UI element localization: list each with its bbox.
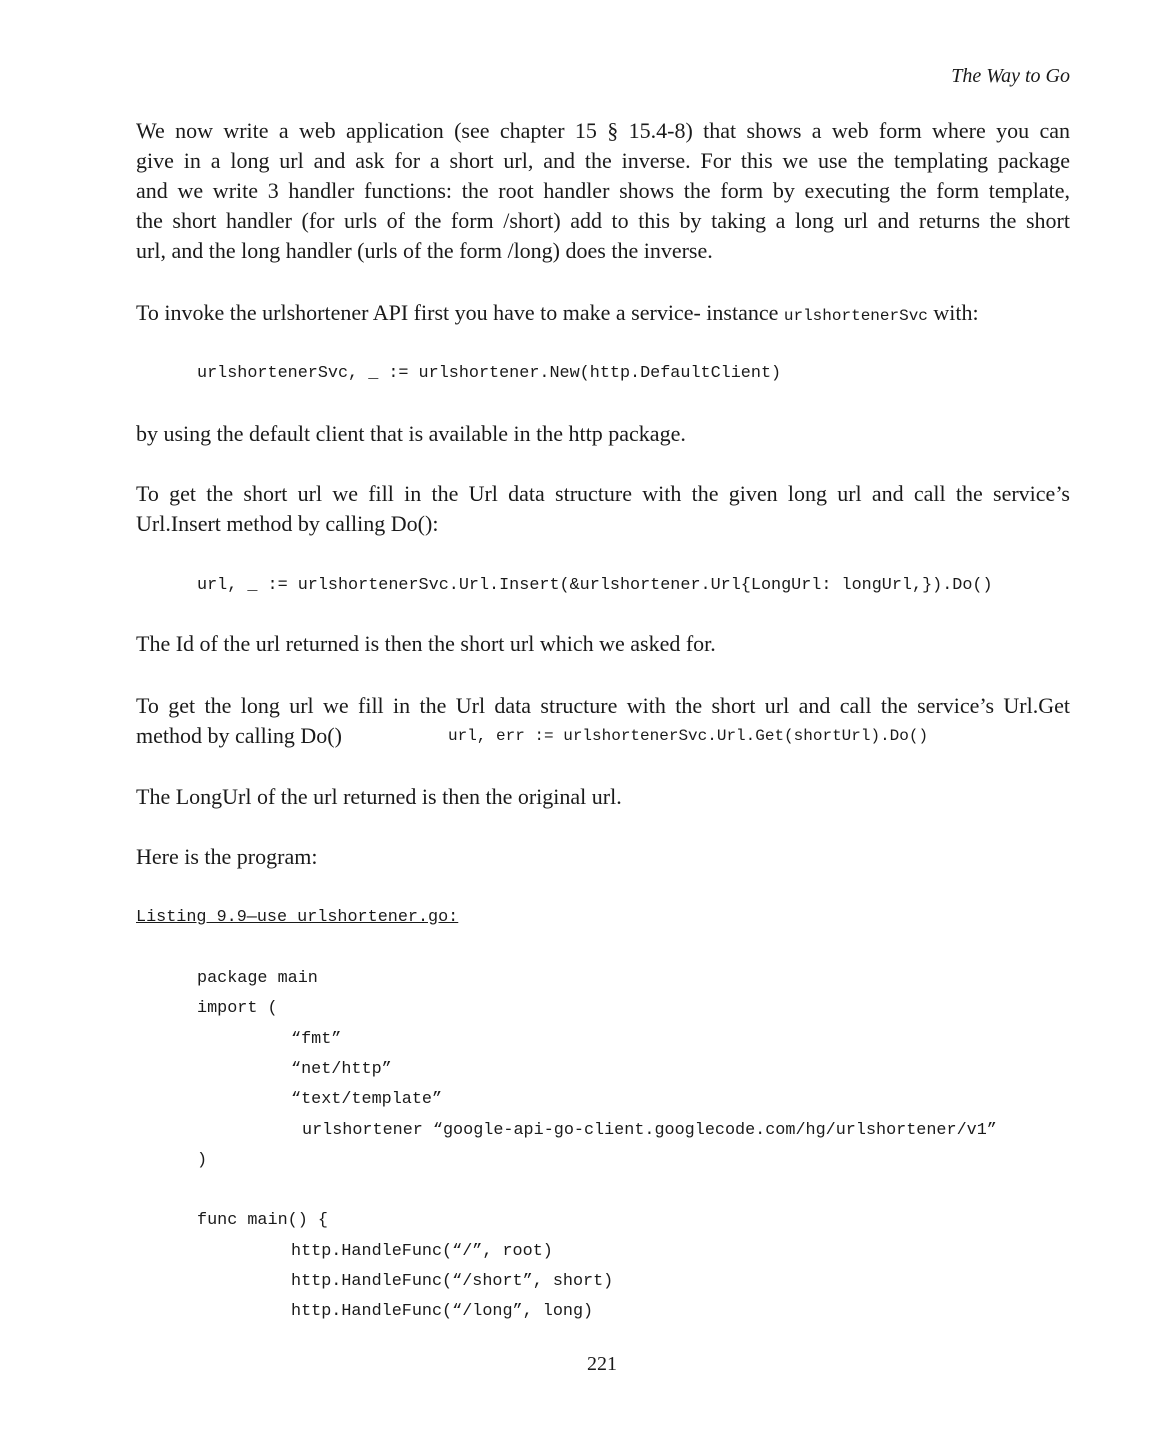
text: To invoke the urlshortener API first you have to make a service- instance (136, 300, 784, 325)
code-line: http.HandleFunc(“/short”, short) (291, 1272, 614, 1291)
text: with: (927, 300, 979, 325)
paragraph: The LongUrl of the url returned is then the original url. (136, 784, 622, 809)
code-line: ) (197, 1151, 208, 1170)
code-line: urlshortenerSvc, _ := urlshortener.New(http.DefaultClient) (197, 364, 782, 383)
code-line: url, _ := urlshortenerSvc.Url.Insert(&urlshortener.Url{LongUrl: longUrl,}).Do() (197, 576, 993, 595)
paragraph: The Id of the url returned is then the short url which we asked for. (136, 631, 716, 656)
paragraph-invoke (136, 298, 979, 328)
paragraph-line: To get the short url we fill in the Url data structure with the given long url and call the service’s (136, 481, 1070, 506)
paragraph: Here is the program: (136, 844, 318, 869)
paragraph-line: method by calling Do() (136, 723, 342, 748)
code-line: http.HandleFunc(“/”, root) (291, 1242, 553, 1261)
code-line: package main (197, 969, 318, 988)
code-line: “fmt” (291, 1030, 342, 1049)
code-line: import ( (197, 999, 278, 1018)
page-number: 221 (587, 1353, 617, 1375)
paragraph-line: To get the long url we fill in the Url data structure with the short url and call the service’s Url.Get (136, 693, 1070, 718)
running-header: The Way to Go (951, 65, 1070, 87)
code-line: “text/template” (291, 1090, 443, 1109)
inline-code: url, err := urlshortenerSvc.Url.Get(shortUrl).Do() (448, 727, 929, 745)
paragraph-line: give in a long url and ask for a short url, and the inverse. For this we use the templating package (136, 148, 1070, 173)
paragraph-line: url, and the long handler (urls of the form /long) does the inverse. (136, 238, 713, 263)
code-line: http.HandleFunc(“/long”, long) (291, 1302, 594, 1321)
code-line: “net/http” (291, 1060, 392, 1079)
paragraph-line: the short handler (for urls of the form /short) add to this by taking a long url and returns the short (136, 208, 1070, 233)
inline-code: urlshortenerSvc (783, 307, 928, 325)
code-line: func main() { (197, 1211, 328, 1230)
paragraph-line: and we write 3 handler functions: the root handler shows the form by executing the form template, (136, 178, 1070, 203)
listing-title: Listing 9.9—use_urlshortener.go: (136, 908, 459, 927)
code-line: urlshortener “google-api-go-client.googlecode.com/hg/urlshortener/v1” (302, 1121, 997, 1140)
paragraph-line: We now write a web application (see chapter 15 § 15.4-8) that shows a web form where you can (136, 118, 1070, 143)
paragraph: by using the default client that is available in the http package. (136, 421, 686, 446)
paragraph-line: Url.Insert method by calling Do(): (136, 511, 439, 536)
